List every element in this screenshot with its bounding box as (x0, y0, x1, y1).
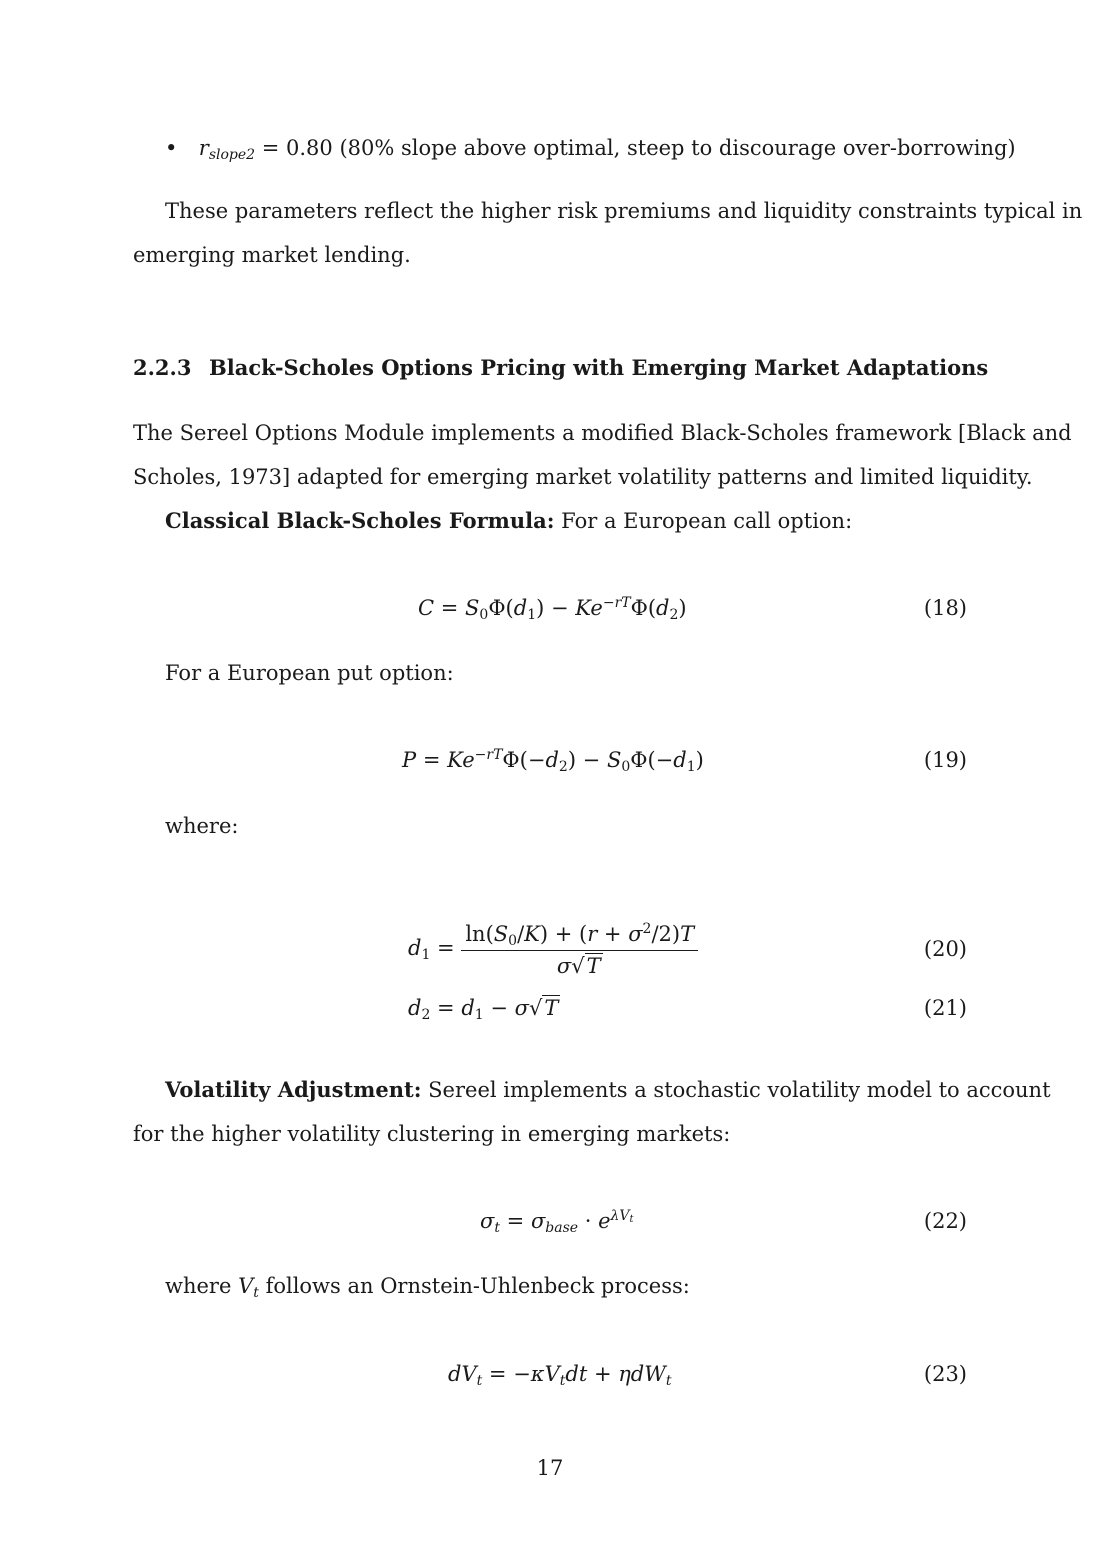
paragraph-3 (165, 499, 852, 543)
equation-21-number: (21) (923, 996, 967, 1020)
equation-20-fraction: $\frac{\ln(S_0/K) + (r + \sigma^2/2)T}{\sigma√T}$ (461, 918, 698, 981)
equation-18-number: (18) (923, 596, 967, 620)
equation-23-number: (23) (923, 1362, 967, 1386)
paragraph-6-line-1 (165, 1068, 1051, 1112)
bullet-text: = 0.80 (80% slope above optimal, steep to discourage over-borrowing) (255, 136, 1016, 160)
bullet-variable-subscript: slope2 (208, 147, 256, 163)
section-heading (133, 355, 988, 380)
paragraph-4: For a European put option: (165, 661, 454, 685)
paragraph-2-line-2: Scholes, 1973] adapted for emerging market volatility patterns and limited liquidity. (133, 465, 1033, 489)
section-number: 2.2.3 (133, 355, 192, 380)
paragraph-7-variable-subscript: t (253, 1285, 259, 1301)
paragraph-6-line-2: for the higher volatility clustering in emerging markets: (133, 1122, 731, 1146)
equation-20: $d_1$ = $\frac{\ln(S_0/K) + (r + \sigma^2/2)T}{\sigma√T}$ (408, 918, 698, 981)
paragraph-7-post: follows an Ornstein-Uhlenbeck process: (258, 1274, 690, 1298)
paragraph-1-line-2: emerging market lending. (133, 243, 411, 267)
equation-21: $d_2 = d_1 - \sigma√T$ (408, 996, 559, 1023)
paragraph-3-text: For a European call option: (554, 509, 853, 533)
paragraph-7-pre: where (165, 1274, 239, 1298)
equation-20-number: (20) (923, 937, 967, 961)
bullet-symbol: • (165, 136, 178, 160)
paragraph-6-text: Sereel implements a stochastic volatility model to account (421, 1078, 1051, 1102)
paragraph-6-bold: Volatility Adjustment: (165, 1077, 422, 1102)
paragraph-1-line-1: These parameters reflect the higher risk premiums and liquidity constraints typical in (165, 199, 1083, 223)
equation-22-number: (22) (923, 1209, 967, 1233)
equation-18: $C = S_0\Phi(d_1) - Ke^{-rT}\Phi(d_2)$ (418, 595, 687, 623)
paragraph-7-variable: V (238, 1274, 254, 1298)
paragraph-7 (165, 1264, 690, 1308)
bullet-item (165, 126, 1016, 170)
paragraph-5: where: (165, 814, 239, 838)
section-title: Black-Scholes Options Pricing with Emerging Market Adaptations (209, 355, 989, 380)
bullet-variable: r (198, 136, 209, 160)
equation-19-number: (19) (923, 748, 967, 772)
paragraph-2-line-1: The Sereel Options Module implements a modified Black-Scholes framework [Black and (133, 421, 1072, 445)
equation-22: $\sigma_t = \sigma_{base} \cdot e^{\lambda V_t}$ (480, 1208, 634, 1236)
equation-23: $dV_t = -\kappa V_tdt + \eta dW_t$ (448, 1362, 672, 1389)
page-number: 17 (536, 1456, 564, 1480)
equation-19: $P = Ke^{-rT}\Phi(-d_2) - S_0\Phi(-d_1)$ (402, 747, 704, 775)
paragraph-3-bold: Classical Black-Scholes Formula: (165, 508, 555, 533)
